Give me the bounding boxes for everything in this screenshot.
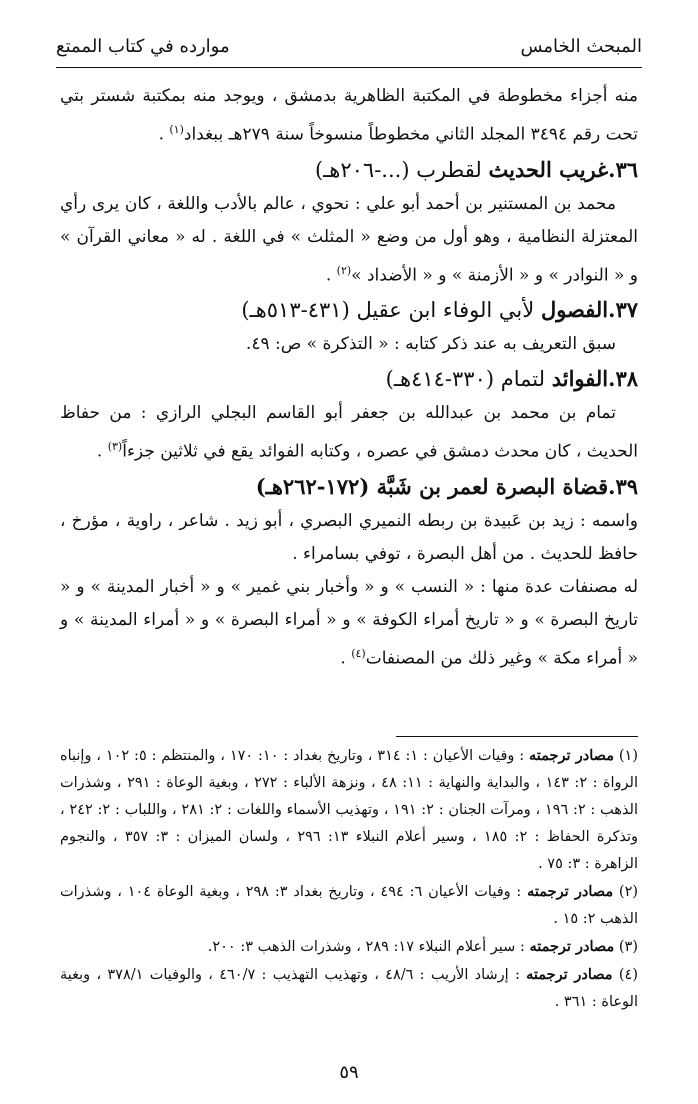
paragraph-1: منه أجزاء مخطوطة في المكتبة الظاهرية بدمشق ، ويوجد منه بمكتبة شستر بتي تحت رقم ٣٤٩٤ المجلد الثاني مخطوطاً منسوخاً سنة ٢٧٩هـ ببغداد$^{(١)}$ .: [60, 86, 638, 145]
paragraph-4-text: تمام بن محمد بن عبدالله بن جعفر أبو القاسم البجلي الرازي : من حفاظ الحديث ، كان محدث دمشق في عصره ، وكتابه الفوائد يقع في ثلاثين جزءاً: [60, 403, 638, 462]
entry-author-38: لتمام (٣٣٠-٤١٤هـ): [385, 367, 546, 392]
footnote-4-number: (٤): [618, 967, 638, 983]
paragraph-2-text: محمد بن المستنير بن أحمد أبو علي : نحوي ، عالم بالأدب واللغة ، كان يرى رأي المعتزلة النظامية ، وهو أول من وضع « المثلث » في اللغة . له « معاني القرآن » و « النوادر » و « الأزمنة » و « الأضداد »: [60, 193, 638, 286]
footnote-separator: [396, 736, 638, 737]
entry-heading-38: [60, 361, 638, 397]
footnote-4-label: مصادر ترجمته: [526, 966, 613, 983]
entry-title-38: الفوائد: [551, 366, 609, 392]
entry-heading-37: [60, 292, 638, 328]
paragraph-2: محمد بن المستنير بن أحمد أبو علي : نحوي ، عالم بالأدب واللغة ، كان يرى رأي المعتزلة النظامية ، وهو أول من وضع « المثلث » في اللغة . له « معاني القرآن » و « النوادر » و « الأزمنة » و « الأضداد »$^{(٢)}$ .: [60, 193, 638, 286]
footnote-4: [60, 961, 638, 1016]
paragraph-6: له مصنفات عدة منها : « النسب » و « وأخبار بني غمير » و « أخبار المدينة » و « تاريخ البصرة » و « تاريخ أمراء الكوفة » و « أمراء البصرة » و « أمراء المدينة » و « أمراء مكة » وغير ذلك من المصنفات$^{(٤)}$ .: [60, 576, 638, 669]
footnote-2: [60, 878, 638, 933]
footnote-3-label: مصادر ترجمته: [529, 938, 615, 955]
footnote-ref-3: (٣): [107, 440, 123, 454]
entry-title-39: ٣٩.قضاة البصرة لعمر بن شَبَّة (١٧٢-٢٦٢هـ): [255, 473, 638, 499]
entry-title-36: غريب الحديث: [488, 156, 609, 182]
footnote-3: [60, 933, 638, 961]
header-rule: [56, 67, 642, 68]
footnote-2-text: : وفيات الأعيان ٦: ٤٩٤ ، وتاريخ بغداد ٣: ٢٩٨ ، وبغية الوعاة ١٠٤ ، وشذرات الذهب ٢: ١٥ .: [60, 884, 638, 927]
footnote-4-text: : إرشاد الأريب : ٤٨/٦ ، وتهذيب التهذيب : ٤٦٠/٧ ، والوفيات ٣٧٨/١ ، وبغية الوعاة : ٣٦١ .: [60, 967, 638, 1010]
paragraph-3: سبق التعريف به عند ذكر كتابه : « التذكرة » ص: ٤٩.: [245, 334, 616, 355]
footnotes: [60, 742, 638, 1016]
paragraph-5: واسمه : زيد بن عَبيدة بن ربطه النميري البصري ، أبو زيد . شاعر ، راوية ، مؤرخ ، حافظ للحديث . من أهل البصرة ، توفي بسامراء .: [60, 510, 638, 564]
paragraph-4: تمام بن محمد بن عبدالله بن جعفر أبو القاسم البجلي الرازي : من حفاظ الحديث ، كان محدث دمشق في عصره ، وكتابه الفوائد يقع في ثلاثين جزءاً$^{(٣)}$ .: [60, 403, 638, 462]
entry-number-37: ٣٧.: [608, 297, 638, 323]
paragraph-1-text: منه أجزاء مخطوطة في المكتبة الظاهرية بدمشق ، ويوجد منه بمكتبة شستر بتي تحت رقم ٣٤٩٤ المجلد الثاني مخطوطاً منسوخاً سنة ٢٧٩هـ ببغداد: [60, 86, 638, 145]
paragraph-6-text: له مصنفات عدة منها : « النسب » و « وأخبار بني غمير » و « أخبار المدينة » و « تاريخ البصرة » و « تاريخ أمراء الكوفة » و « أمراء البصرة » و « أمراء المدينة » و « أمراء مكة » وغير ذلك من المصنفات: [60, 576, 638, 669]
footnote-3-text: : سير أعلام النبلاء ١٧: ٢٨٩ ، وشذرات الذهب ٣: ٢٠٠.: [207, 939, 525, 955]
header-book-title: موارده في كتاب الممتع: [56, 36, 230, 57]
footnote-1-text: : وفيات الأعيان : ١: ٣١٤ ، وتاريخ بغداد : ١٠: ١٧٠ ، والمنتظم : ٥: ١٠٢ ، وإنباه الرواة : ٢: ١٤٣ ، والبداية والنهاية : ١١: ٤٨ ، ونزهة الألباء : ٢٧٢ ، وبغية الوعاة : ٢٩١ ، وشذرات الذهب : ٢: ١٩٦ ، ومرآت الجنان : ٢: ١٩١ ، وتهذيب الأسماء واللغات : ٢: ٢٨١ ، واللباب : ٢: ٢٤٢ ، وتذكرة الحفاظ : ٢: ١٨٥ ، وسير أعلام النبلاء ١٣: ٢٩٦ ، ولسان الميزان : ٣: ٣٥٧ ، والنجوم الزاهرة : ٣: ٧٥ .: [60, 748, 639, 872]
entry-number-36: ٣٦.: [608, 156, 638, 182]
page-number: ٥٩: [339, 1062, 359, 1083]
footnote-2-number: (٢): [618, 884, 639, 900]
footnote-1-number: (١): [618, 748, 639, 764]
footnote-ref-1: (١): [169, 123, 184, 136]
main-text: [60, 80, 638, 676]
entry-author-37: لأبي الوفاء ابن عقيل (٤٣١-٥١٣هـ): [241, 298, 535, 323]
footnote-3-number: (٣): [618, 939, 638, 955]
entry-heading-39: [60, 469, 638, 505]
footnote-ref-2: (٢): [336, 263, 352, 277]
footnote-1-label: مصادر ترجمته: [528, 747, 615, 764]
header-chapter: المبحث الخامس: [520, 36, 642, 57]
entry-number-38: ٣٨.: [608, 366, 638, 392]
footnote-ref-4: (٤): [351, 646, 366, 660]
footnote-2-label: مصادر ترجمته: [527, 883, 614, 900]
running-header: [56, 34, 642, 64]
entry-heading-36: [60, 152, 638, 188]
footnote-1: [60, 742, 638, 878]
entry-author-36: لقطرب (...-٢٠٦هـ): [314, 157, 482, 182]
entry-title-37: الفصول: [540, 297, 609, 323]
